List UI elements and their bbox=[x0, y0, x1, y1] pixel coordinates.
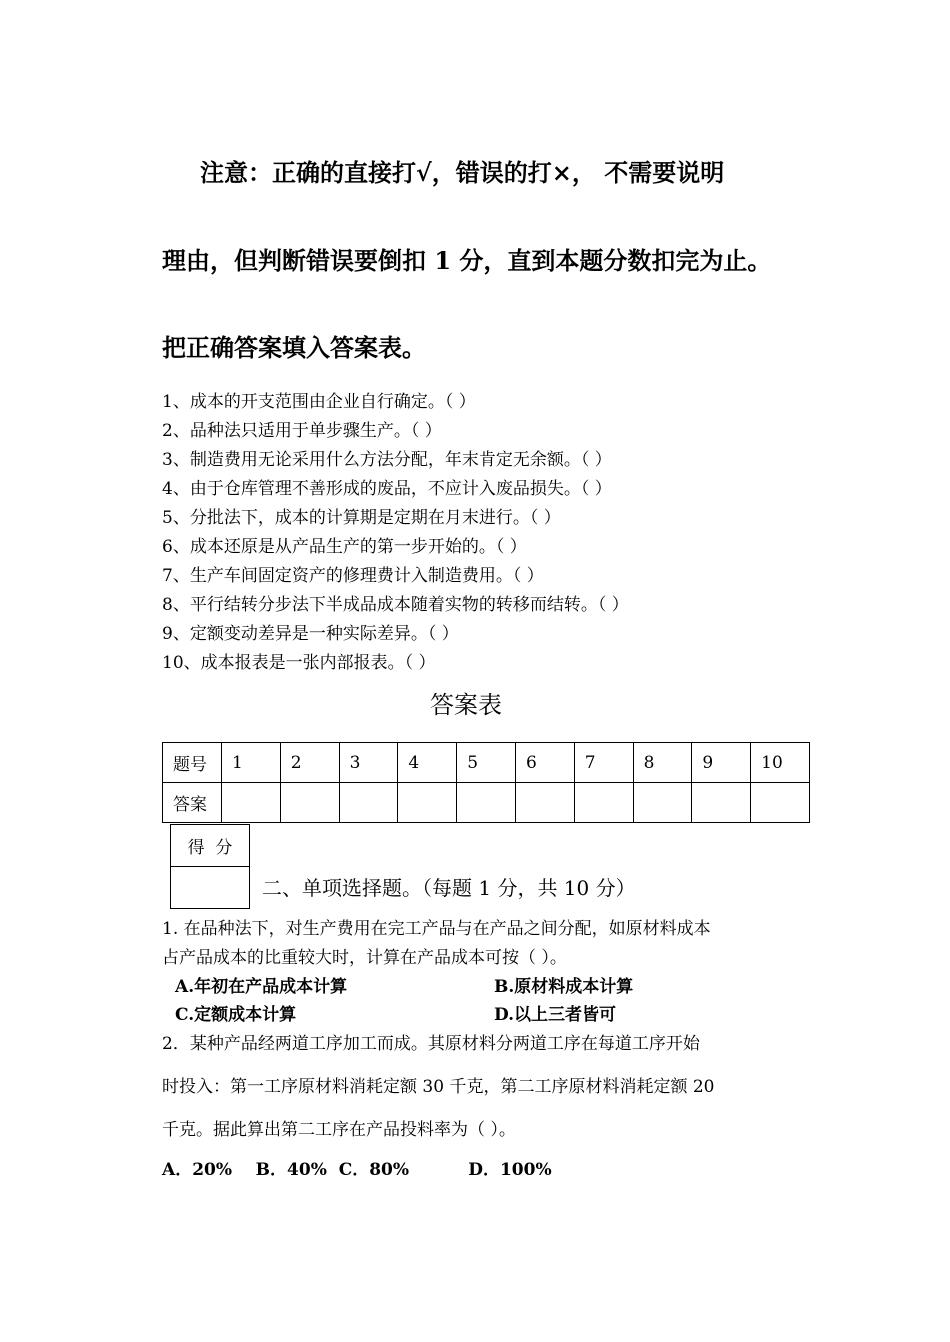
answer-cell[interactable] bbox=[515, 783, 574, 823]
score-label: 得 分 bbox=[171, 825, 250, 867]
question-number: 9 bbox=[692, 743, 751, 783]
mc-q1-line2: 占产品成本的比重较大时，计算在产品成本可按（ ）。 bbox=[162, 948, 567, 968]
question-number: 4 bbox=[398, 743, 457, 783]
tf-question-1: 1、成本的开支范围由企业自行确定。（ ） bbox=[162, 392, 476, 412]
answer-cell[interactable] bbox=[222, 783, 281, 823]
mc-q1-option-a: A.年初在产品成本计算 bbox=[175, 977, 348, 997]
mc-q2-line3: 千克。据此算出第二工序在产品投料率为（ ）。 bbox=[162, 1120, 516, 1140]
answer-cell[interactable] bbox=[280, 783, 339, 823]
tf-question-3: 3、制造费用无论采用什么方法分配，年末肯定无余额。（ ） bbox=[162, 450, 612, 470]
notice-line-1: 注意：正确的直接打√，错误的打×， 不需要说明 bbox=[200, 158, 725, 187]
answer-cell[interactable] bbox=[574, 783, 633, 823]
score-box bbox=[170, 824, 250, 909]
tf-question-5: 5、分批法下，成本的计算期是定期在月末进行。（ ） bbox=[162, 508, 561, 528]
answer-table-row-label: 题号 bbox=[163, 743, 222, 783]
answer-table bbox=[162, 742, 810, 823]
mc-q1-option-d: D.以上三者皆可 bbox=[494, 1005, 617, 1025]
answer-cell[interactable] bbox=[398, 783, 457, 823]
answer-cell[interactable] bbox=[339, 783, 398, 823]
mc-q1-option-b: B.原材料成本计算 bbox=[494, 977, 634, 997]
answer-table-number-row bbox=[163, 743, 810, 783]
mc-q2-options: A．20% B．40% C．80% D．100% bbox=[162, 1160, 552, 1180]
mc-q2-line1: 2．某种产品经两道工序加工而成。其原材料分两道工序在每道工序开始 bbox=[162, 1034, 700, 1054]
answer-cell[interactable] bbox=[692, 783, 751, 823]
answer-table-row-label: 答案 bbox=[163, 783, 222, 823]
notice-line-2: 理由，但判断错误要倒扣 1 分，直到本题分数扣完为止。 bbox=[162, 246, 772, 275]
tf-question-2: 2、品种法只适用于单步骤生产。（ ） bbox=[162, 421, 442, 441]
tf-question-4: 4、由于仓库管理不善形成的废品，不应计入废品损失。（ ） bbox=[162, 479, 612, 499]
question-number: 7 bbox=[574, 743, 633, 783]
question-number: 1 bbox=[222, 743, 281, 783]
mc-q1-option-c: C.定额成本计算 bbox=[175, 1005, 297, 1025]
notice-line-3: 把正确答案填入答案表。 bbox=[162, 333, 426, 362]
question-number: 8 bbox=[633, 743, 692, 783]
tf-question-8: 8、平行结转分步法下半成品成本随着实物的转移而结转。（ ） bbox=[162, 595, 629, 615]
section2-heading: 二、单项选择题。（每题 1 分，共 10 分） bbox=[262, 876, 636, 900]
mc-q1-line1: 1. 在品种法下，对生产费用在完工产品与在产品之间分配，如原材料成本 bbox=[162, 919, 711, 939]
score-cell[interactable] bbox=[171, 867, 250, 909]
tf-question-9: 9、定额变动差异是一种实际差异。（ ） bbox=[162, 624, 459, 644]
answer-table-answer-row bbox=[163, 783, 810, 823]
question-number: 2 bbox=[280, 743, 339, 783]
question-number: 10 bbox=[751, 743, 810, 783]
answer-cell[interactable] bbox=[633, 783, 692, 823]
mc-q2-line2: 时投入：第一工序原材料消耗定额 30 千克，第二工序原材料消耗定额 20 bbox=[162, 1077, 715, 1097]
answer-table-title: 答案表 bbox=[430, 691, 502, 719]
answer-cell[interactable] bbox=[751, 783, 810, 823]
tf-question-7: 7、生产车间固定资产的修理费计入制造费用。（ ） bbox=[162, 566, 544, 586]
answer-cell[interactable] bbox=[457, 783, 516, 823]
tf-question-6: 6、成本还原是从产品生产的第一步开始的。（ ） bbox=[162, 537, 527, 557]
question-number: 5 bbox=[457, 743, 516, 783]
question-number: 3 bbox=[339, 743, 398, 783]
question-number: 6 bbox=[515, 743, 574, 783]
tf-question-10: 10、成本报表是一张内部报表。（ ） bbox=[162, 653, 436, 673]
